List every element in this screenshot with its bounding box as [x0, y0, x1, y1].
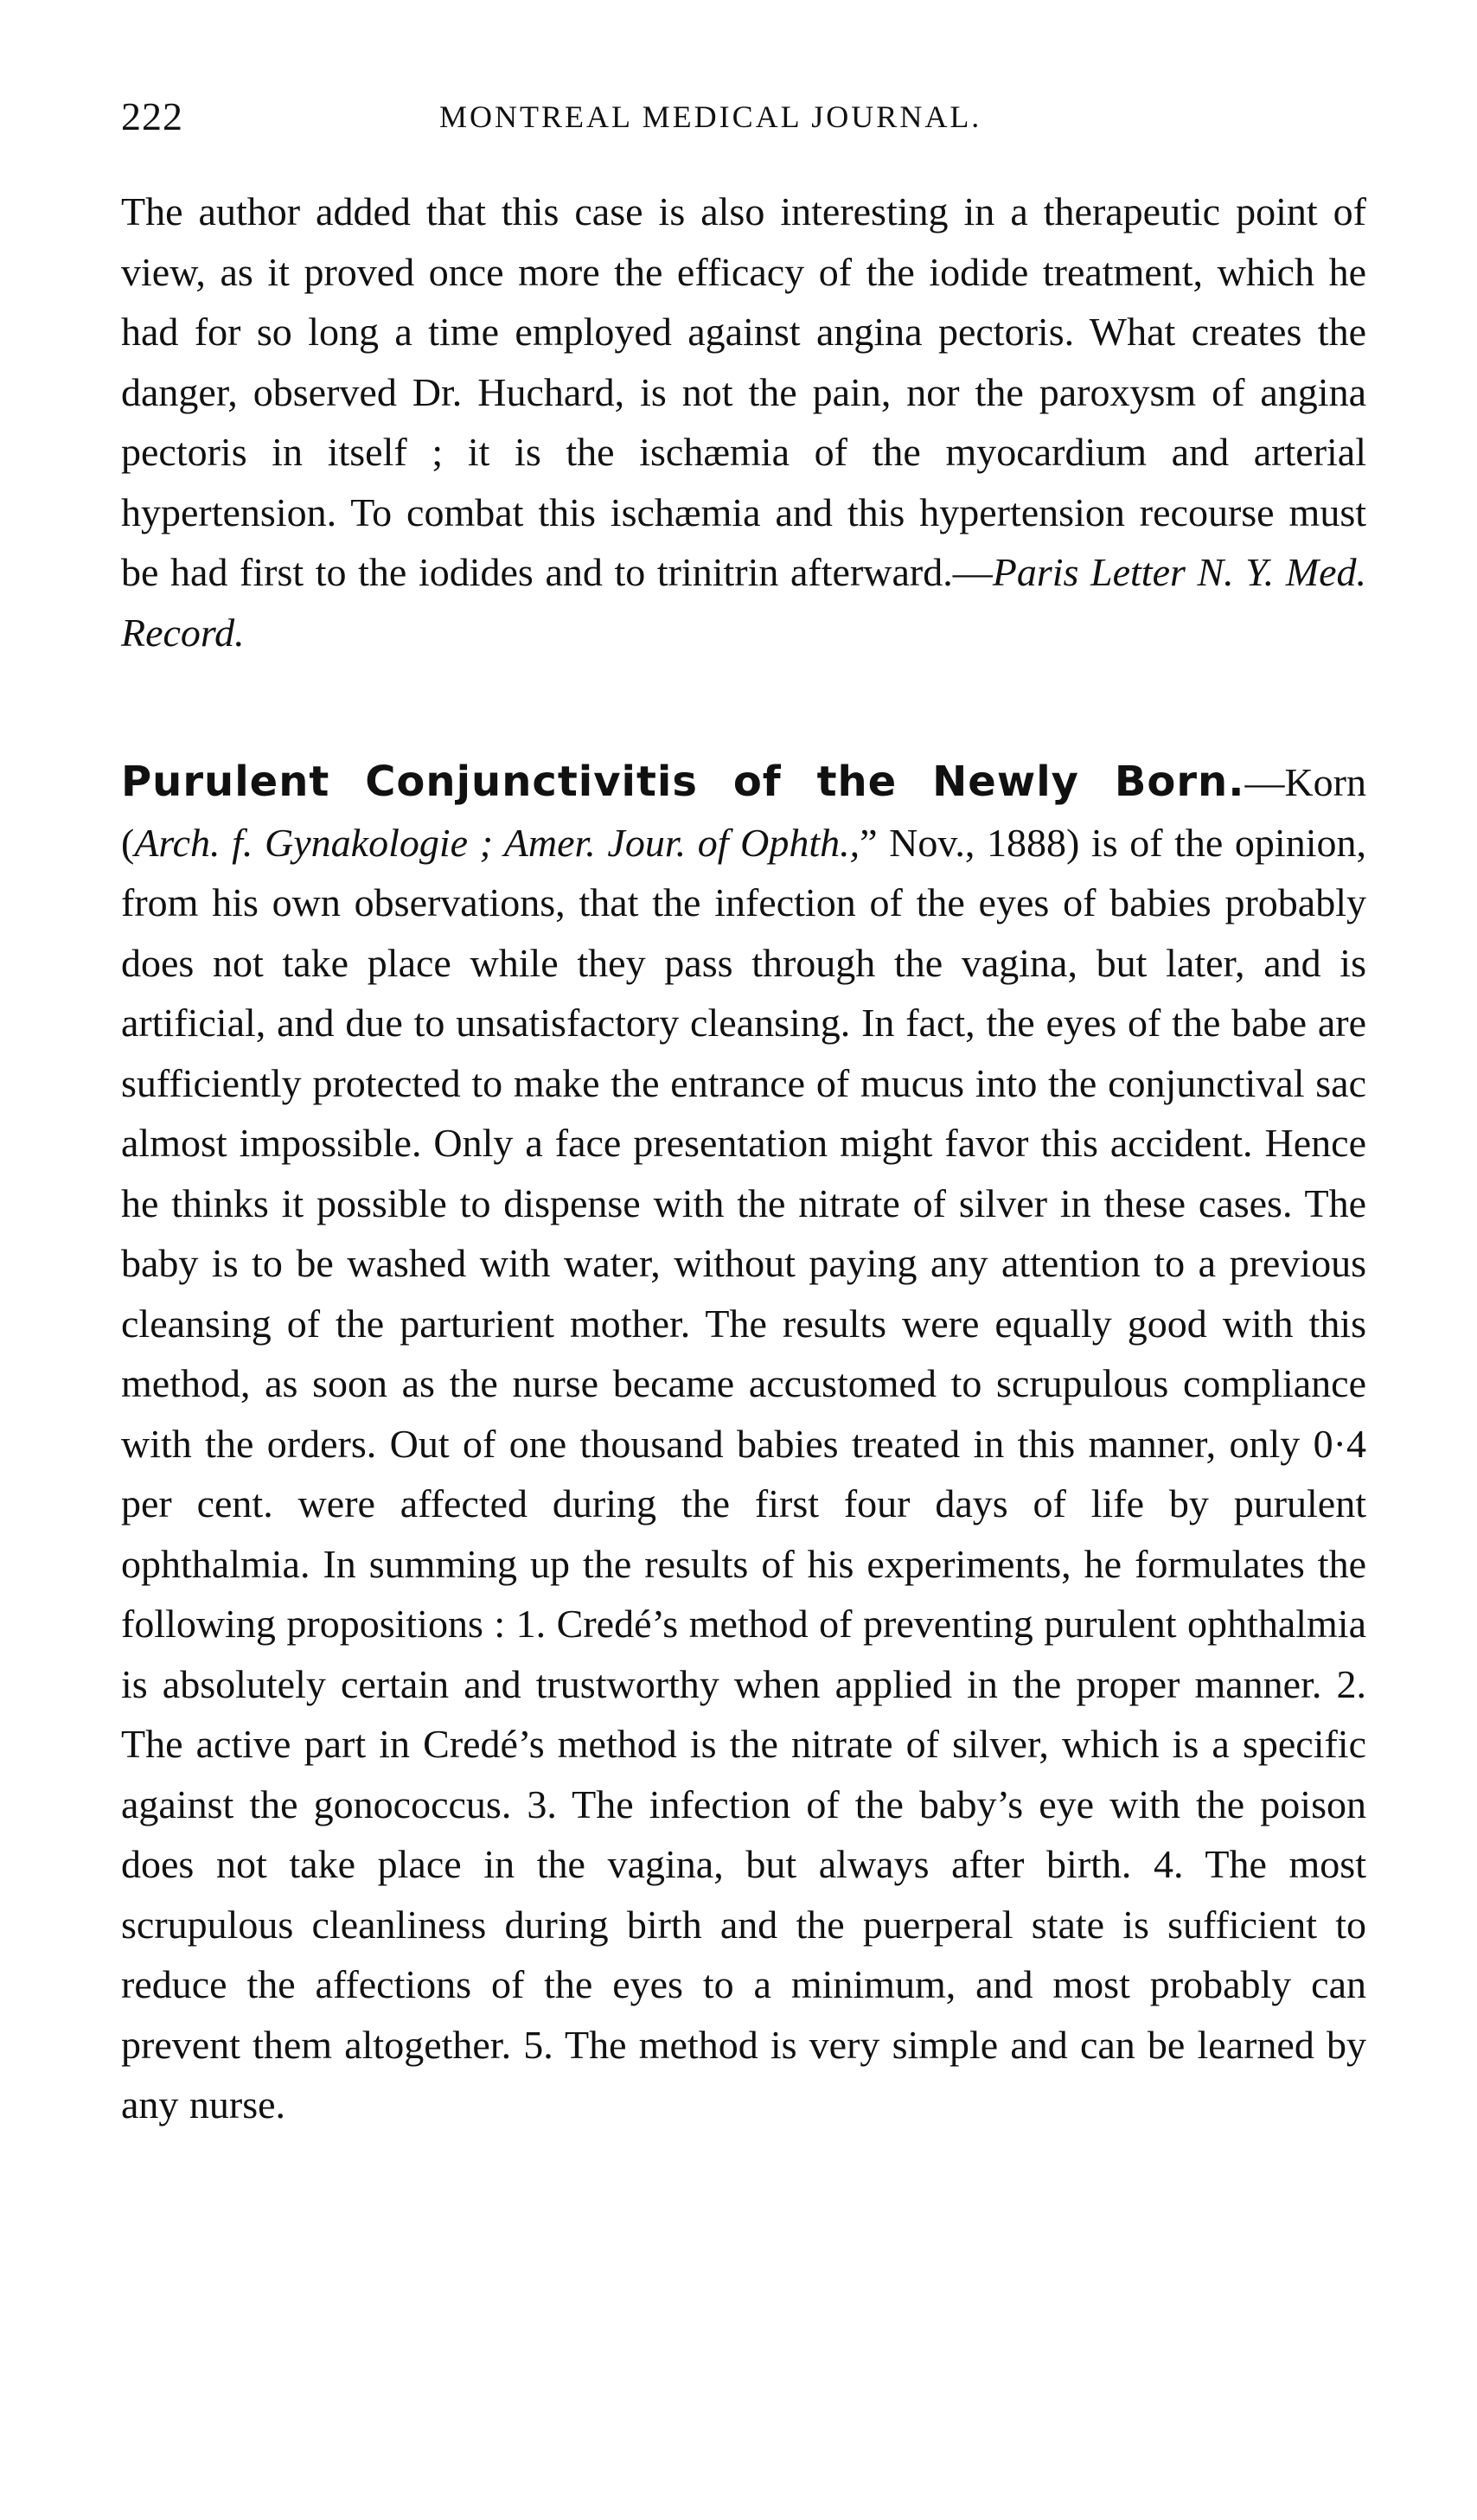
paragraph-text: ” Nov., 1888) is of the opinion, from his own observations, that the infection of the eyes of babies probably does not take place while they pass through the vagina, but later, and is artificial, and due to unsatisfactory cleansing. In fact, the eyes of the babe are sufficiently protected to make the entrance of mucus into the conjunctival sac almost impossible. Only a face presentation might favor this accident. Hence he thinks it possible to dispense with the nitrate of silver in these cases. The baby is to be washed with water, without paying any attention to a previous cleansing of the parturient mother. The results were equally good with this method, as soon as the nurse became accustomed to scrupulous compliance with the orders. Out of one thousand babies treated in this manner, only 0·4 per cent. were affected during the first four days of life by purulent ophthalmia. In summing up the results of his experiments, he formulates the following propositions : 1. Credé’s method of preventing purulent ophthalmia is absolutely certain and trustworthy when applied in the proper manner. 2. The active part in Credé’s method is the nitrate of silver, which is a specific against the gonococcus. 3. The infection of the baby’s eye with the poison does not take place in the vagina, but always after birth. 4. The most scrupulous cleanliness during birth and the puerperal state is sufficient to reduce the affections of the eyes to a minimum, and most probably can prevent them altogether. 5. The method is very simple and can be learned by any nurse.: [121, 820, 1366, 2127]
author-lead: —Korn (: [121, 760, 1366, 865]
paragraph-text: The author added that this case is also interesting in a therapeutic point of view, as it proved once more the efficacy of the iodide treatment, which he had for so long a time employed against angina pectoris. What creates the danger, observed Dr. Huchard, is not the pain, nor the paroxysm of angina pectoris in itself ; it is the ischæmia of the myocardium and arterial hypertension. To combat this ischæmia and this hypertension recourse must be had first to the iodides and to trinitrin afterward.—: [121, 189, 1366, 594]
source-citation: Paris Letter N. Y. Med. Record.: [121, 550, 1366, 655]
journal-title: MONTREAL MEDICAL JOURNAL.: [439, 99, 982, 134]
article-purulent-conjunctivitis: [121, 752, 1366, 2135]
article-paris-letter: [121, 182, 1366, 662]
running-head: [121, 93, 1366, 142]
paragraph: [121, 182, 1366, 662]
journal-citation: Arch. f. Gynakologie ; Amer. Jour. of Ophth.,: [134, 820, 860, 865]
page-number: 222: [121, 94, 183, 138]
paragraph: [121, 752, 1366, 2135]
article-heading: Purulent Conjunctivitis of the Newly Born.: [121, 758, 1245, 806]
